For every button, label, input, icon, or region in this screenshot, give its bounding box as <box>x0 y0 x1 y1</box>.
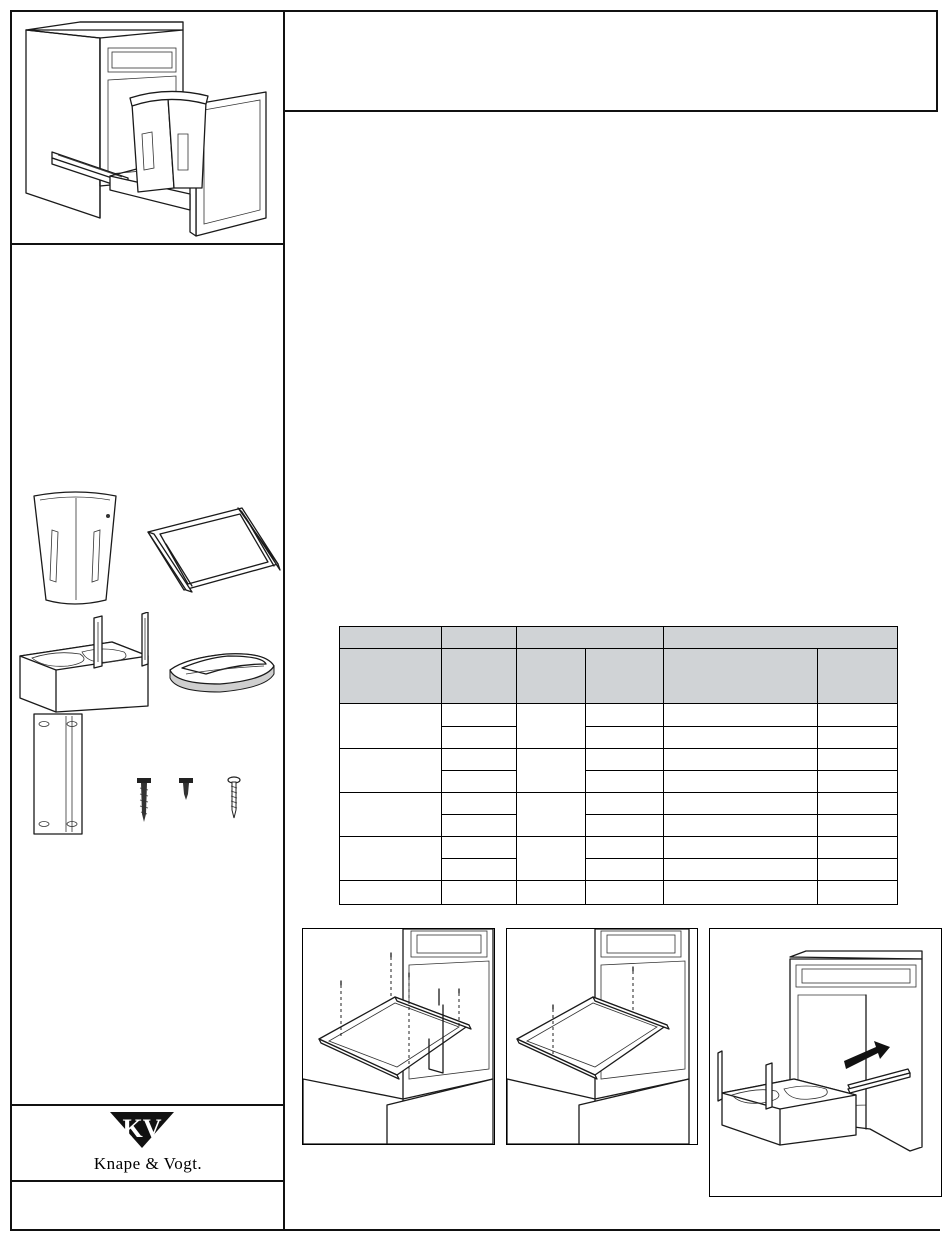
table-row <box>340 881 898 905</box>
step-figure-3 <box>709 928 942 1197</box>
table-subheader-row <box>340 649 898 704</box>
title-box <box>283 10 938 112</box>
kv-logo-icon <box>80 1110 216 1150</box>
frame-left <box>10 10 12 1231</box>
frame-divider-vertical <box>283 10 285 1231</box>
parts-base-bracket <box>16 612 156 714</box>
step-figure-1 <box>302 928 495 1145</box>
frame-bottom <box>10 1229 940 1231</box>
table-row <box>340 704 898 727</box>
brand-logo <box>80 1110 216 1176</box>
table-header-row <box>340 627 898 649</box>
spec-table <box>339 626 898 905</box>
parts-slide-frame <box>146 506 282 596</box>
step-figure-2 <box>506 928 698 1145</box>
frame-top-left <box>10 10 285 12</box>
parts-bin <box>30 490 122 606</box>
frame-left-sep-3 <box>10 1180 285 1182</box>
screw-icon <box>136 776 152 824</box>
table-row <box>340 749 898 771</box>
frame-left-sep-2 <box>10 1104 285 1106</box>
parts-mounting-plate <box>32 712 84 836</box>
brand-name: Knape & Vogt. <box>93 1154 203 1173</box>
frame-left-sep-1 <box>10 243 285 245</box>
product-illustration <box>18 18 278 240</box>
table-row <box>340 837 898 859</box>
screw-wood-icon <box>226 776 242 820</box>
table-row <box>340 793 898 815</box>
screw-short-icon <box>178 776 194 802</box>
parts-lid <box>166 644 278 696</box>
logo-mark-text: KV <box>122 1114 162 1143</box>
